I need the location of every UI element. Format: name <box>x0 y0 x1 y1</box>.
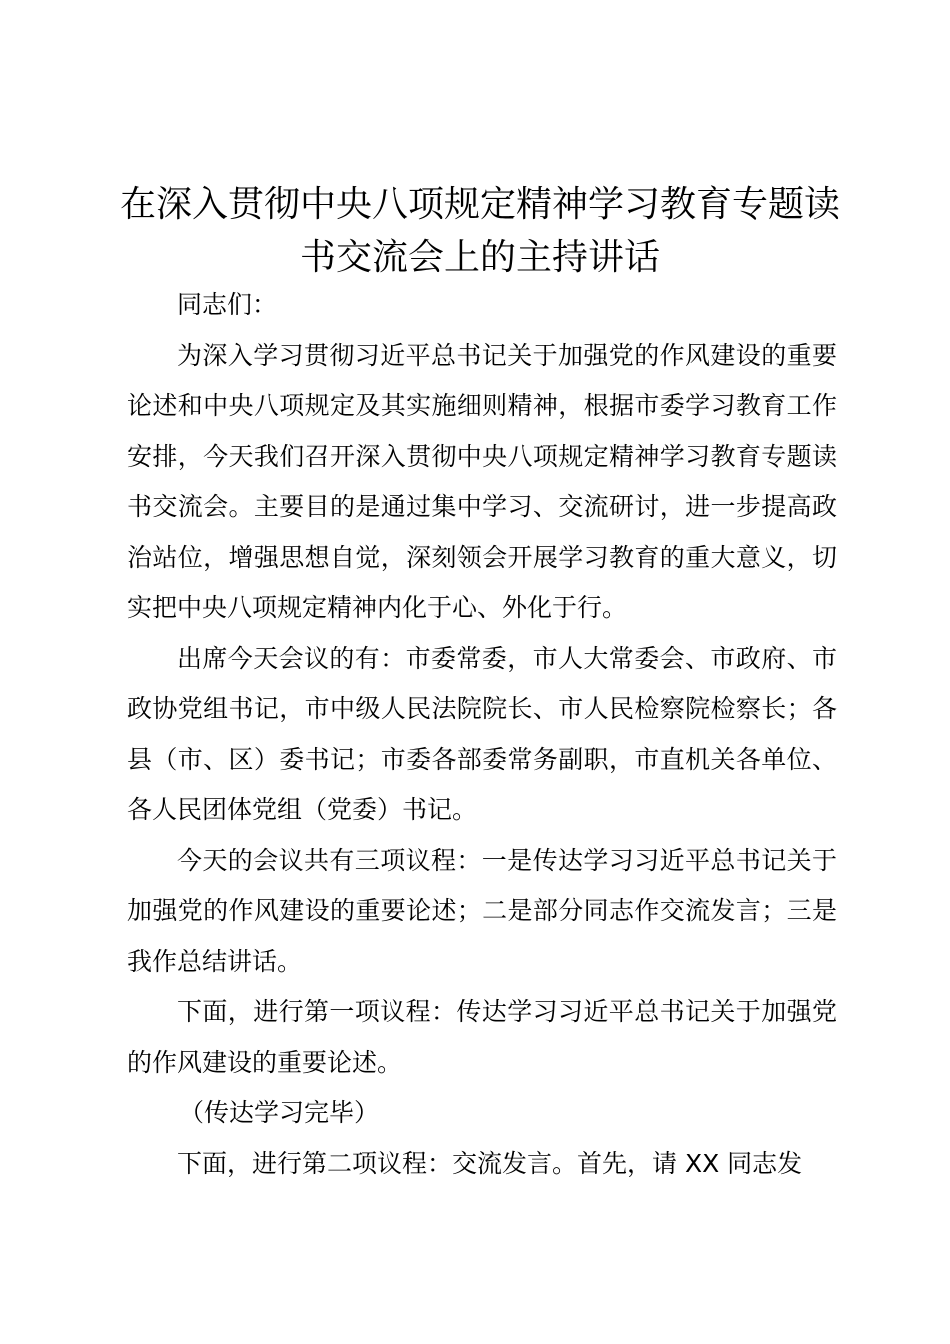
paragraph-attendees: 出席今天会议的有：市委常委，市人大常委会、市政府、市政协党组书记，市中级人民法院院长、市人民检察院检察长；各县（市、区）委书记；市委各部委常务副职，市直机关各单位、各人民团体党组（党委）书记。 <box>127 643 837 824</box>
paragraph-agenda: 今天的会议共有三项议程：一是传达学习习近平总书记关于加强党的作风建设的重要论述；二是部分同志作交流发言；三是我作总结讲话。 <box>127 845 837 976</box>
document-body <box>127 280 837 1189</box>
paragraph-second-item: 下面，进行第二项议程：交流发言。首先，请 XX 同志发 <box>177 1148 803 1178</box>
paragraph-note: （传达学习完毕） <box>179 1098 380 1127</box>
paragraph-purpose: 为深入学习贯彻习近平总书记关于加强党的作风建设的重要论述和中央八项规定及其实施细则精神，根据市委学习教育工作安排，今天我们召开深入贯彻中央八项规定精神学习教育专题读书交流会。主要目的是通过集中学习、交流研讨，进一步提高政治站位，增强思想自觉，深刻领会开展学习教育的重大意义，切实把中央八项规定精神内化于心、外化于行。 <box>127 340 837 622</box>
greeting: 同志们： <box>177 290 278 319</box>
paragraph-first-item: 下面，进行第一项议程：传达学习习近平总书记关于加强党的作风建设的重要论述。 <box>127 997 837 1077</box>
document-title: 在深入贯彻中央八项规定精神学习教育专题读书交流会上的主持讲话 <box>119 184 840 278</box>
